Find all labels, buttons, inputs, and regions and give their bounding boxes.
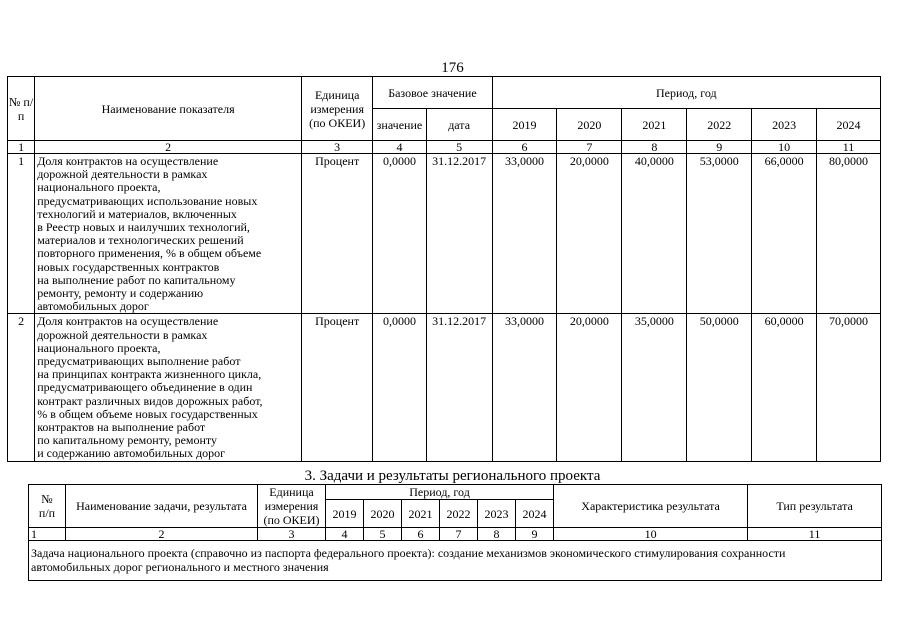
indicator-name-line: на выполнение работ по капитальному	[37, 272, 236, 287]
indicator-name-line: национального проекта,	[37, 180, 161, 195]
column-number: 4	[326, 528, 364, 541]
column-number-row	[8, 141, 881, 154]
header-year: 2019	[492, 109, 557, 141]
header-unit	[258, 485, 326, 528]
header-year: 2024	[516, 500, 554, 528]
base-value: 0,0000	[373, 154, 426, 314]
column-number: 1	[8, 141, 35, 154]
indicator-name-line: ремонту, ремонту и содержанию	[37, 286, 204, 301]
task-description	[29, 541, 882, 581]
column-number: 5	[426, 141, 492, 154]
column-number: 10	[554, 528, 748, 541]
year-value: 70,0000	[817, 314, 881, 461]
header-unit-line: Единица	[269, 485, 314, 499]
column-number: 11	[748, 528, 882, 541]
indicator-name-line: Доля контрактов на осуществление	[37, 154, 219, 168]
year-value: 60,0000	[752, 314, 817, 461]
indicator-name-line: Доля контрактов на осуществление	[37, 314, 219, 329]
indicator-name	[35, 154, 302, 314]
header-number: № п/п	[8, 77, 35, 141]
unit: Процент	[302, 154, 373, 314]
indicator-name-line: материалов и технологических решений	[37, 233, 244, 248]
column-number: 5	[364, 528, 402, 541]
indicator-name-line: новых государственных контрактов	[37, 259, 220, 274]
indicator-name-line: и содержанию автомобильных дорог	[37, 446, 226, 461]
header-unit: Единица измерения (по ОКЕИ)	[302, 77, 373, 141]
indicator-name-line: % в общем объеме новых государственных	[37, 406, 258, 421]
column-number: 6	[492, 141, 557, 154]
column-number-row	[29, 528, 882, 541]
header-indicator-name: Наименование показателя	[35, 77, 302, 141]
year-value: 20,0000	[557, 154, 622, 314]
header-task-name: Наименование задачи, результата	[66, 485, 258, 528]
indicator-name-line: предусматривающего объединение в один	[37, 380, 253, 395]
year-value: 35,0000	[622, 314, 687, 461]
section-title: 3. Задачи и результаты регионального проекта	[304, 468, 601, 484]
year-value: 33,0000	[492, 314, 557, 461]
header-year: 2022	[687, 109, 752, 141]
header-base-value-value: значение	[373, 109, 426, 141]
year-value: 50,0000	[687, 314, 752, 461]
table-row	[8, 154, 881, 314]
indicator-name-line: повторного применения, % в общем объеме	[37, 246, 262, 261]
table-row	[8, 314, 881, 461]
header-result-characteristic: Характеристика результата	[554, 485, 748, 528]
year-value: 40,0000	[622, 154, 687, 314]
header-base-value: Базовое значение	[373, 77, 492, 109]
column-number: 2	[35, 141, 302, 154]
indicator-name-line: предусматривающих выполнение работ	[37, 354, 241, 369]
header-base-value-date: дата	[426, 109, 492, 141]
unit: Процент	[302, 314, 373, 461]
header-period: Период, год	[492, 77, 880, 109]
header-year: 2023	[478, 500, 516, 528]
column-number: 2	[66, 528, 258, 541]
indicator-name-line: национального проекта,	[37, 340, 161, 355]
header-period: Период, год	[326, 485, 554, 500]
header-year: 2019	[326, 500, 364, 528]
header-number-line: №	[41, 492, 53, 506]
header-year: 2021	[622, 109, 687, 141]
column-number: 10	[752, 141, 817, 154]
column-number: 4	[373, 141, 426, 154]
header-result-type: Тип результата	[748, 485, 882, 528]
header-year: 2022	[440, 500, 478, 528]
column-number: 11	[817, 141, 881, 154]
column-number: 9	[516, 528, 554, 541]
header-year: 2020	[557, 109, 622, 141]
task-description-line: Задача национального проекта (справочно из паспорта федерального проекта): создание механизмов экономического стимулирования сохранности	[31, 546, 786, 560]
column-number: 9	[687, 141, 752, 154]
column-number: 3	[302, 141, 373, 154]
header-year: 2024	[817, 109, 881, 141]
column-number: 6	[402, 528, 440, 541]
indicator-name-line: в Реестр новых и наилучших технологий,	[37, 220, 250, 235]
column-number: 8	[478, 528, 516, 541]
column-number: 1	[29, 528, 66, 541]
row-number: 1	[8, 154, 35, 314]
task-row	[29, 541, 882, 581]
base-value: 0,0000	[373, 314, 426, 461]
year-value: 53,0000	[687, 154, 752, 314]
indicator-name-line: автомобильных дорог	[37, 299, 149, 314]
indicator-name-line: контрактов на выполнение работ	[37, 420, 206, 435]
column-number: 7	[440, 528, 478, 541]
indicator-name-line: технологий и материалов, включенных	[37, 206, 237, 221]
indicator-name-line: контракт различных видов дорожных работ,	[37, 393, 263, 408]
year-value: 80,0000	[817, 154, 881, 314]
year-value: 20,0000	[557, 314, 622, 461]
header-unit-line: (по ОКЕИ)	[263, 513, 320, 527]
task-description-line: автомобильных дорог регионального и местного значения	[31, 560, 329, 574]
row-number: 2	[8, 314, 35, 461]
column-number: 8	[622, 141, 687, 154]
header-year: 2020	[364, 500, 402, 528]
indicator-name-line: по капитальному ремонту, ремонту	[37, 433, 218, 448]
indicator-name-line: на принципах контракта жизненного цикла,	[37, 367, 262, 382]
header-unit-line: измерения	[264, 499, 319, 513]
header-year: 2021	[402, 500, 440, 528]
year-value: 66,0000	[752, 154, 817, 314]
indicator-name-line: дорожной деятельности в рамках	[37, 167, 208, 182]
header-number-line: п/п	[38, 506, 56, 520]
base-date: 31.12.2017	[426, 314, 492, 461]
indicators-table	[7, 76, 881, 462]
year-value: 33,0000	[492, 154, 557, 314]
header-number	[29, 485, 66, 528]
indicator-name-line: предусматривающих использование новых	[37, 193, 258, 208]
base-date: 31.12.2017	[426, 154, 492, 314]
header-year: 2023	[752, 109, 817, 141]
indicator-name-line: дорожной деятельности в рамках	[37, 327, 208, 342]
tasks-table	[28, 484, 882, 581]
column-number: 7	[557, 141, 622, 154]
indicator-name	[35, 314, 302, 461]
column-number: 3	[258, 528, 326, 541]
page-number: 176	[441, 60, 464, 76]
